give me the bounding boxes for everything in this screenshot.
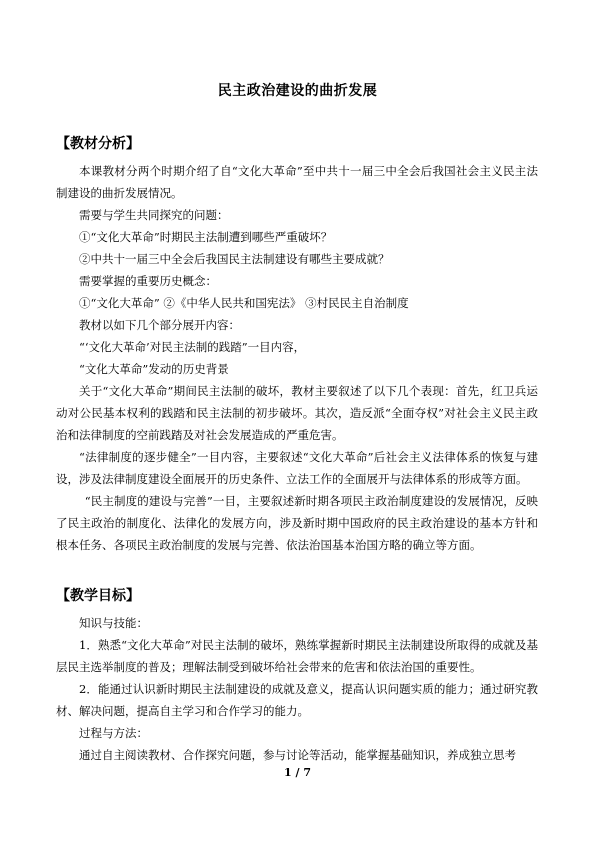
section-heading-analysis: 【教材分析】 bbox=[56, 136, 140, 152]
paragraph: 知识与技能： bbox=[79, 616, 148, 630]
section-heading-objectives: 【教学目标】 bbox=[56, 588, 140, 604]
paragraph: 需要与学生共同探究的问题： bbox=[79, 208, 229, 222]
section-body-analysis bbox=[56, 160, 538, 556]
page-number: 1 / 7 bbox=[284, 766, 311, 779]
paragraph: 本课教材分两个时期介绍了自“文化大革命”至中共十一届三中全会后我国社会主义民主法制建设的曲折发展情况。 bbox=[56, 164, 538, 200]
paragraph: ①“文化大革命” ②《中华人民共和国宪法》 ③村民民主自治制度 bbox=[79, 296, 409, 310]
page-title: 民主政治建设的曲折发展 bbox=[217, 83, 378, 99]
paragraph: 过程与方法： bbox=[79, 726, 148, 740]
paragraph: 关于“文化大革命”期间民主法制的破坏，教材主要叙述了以下几个表现：首先，红卫兵运动对公民基本权利的践踏和民主法制的初步破坏。其次，造反派“全面夺权”对社会主义民主政治和法律制度的空前践踏及对社会发展造成的严重危害。 bbox=[56, 384, 538, 442]
paragraph: “文化大革命”发动的历史背景 bbox=[79, 362, 229, 376]
paragraph: 需要掌握的重要历史概念： bbox=[79, 274, 217, 288]
paragraph: 2．能通过认识新时期民主法制建设的成就及意义，提高认识问题实质的能力；通过研究教材、解决问题，提高自主学习和合作学习的能力。 bbox=[56, 682, 538, 718]
paragraph: “‘文化大革命’对民主法制的践踏”一目内容， bbox=[79, 340, 306, 354]
paragraph: “民主制度的建设与完善”一目，主要叙述新时期各项民主政治制度建设的发展情况，反映了民主政治的制度化、法律化的发展方向，涉及新时期中国政府的民主政治建设的基本方针和根本任务、各项民主政治制度的发展与完善、依法治国基本治国方略的确立等方面。 bbox=[56, 494, 538, 552]
paragraph: 1．熟悉“文化大革命”对民主法制的破坏，熟练掌握新时期民主法制建设所取得的成就及基层民主选举制度的普及；理解法制受到破坏给社会带来的危害和依法治国的重要性。 bbox=[56, 638, 538, 674]
section-body-objectives bbox=[56, 612, 538, 766]
paragraph: “法律制度的逐步健全”一目内容，主要叙述“文化大革命”后社会主义法律体系的恢复与建设，涉及法律制度建设全面展开的历史条件、立法工作的全面展开与法律体系的形成等方面。 bbox=[56, 450, 538, 486]
paragraph: 通过自主阅读教材、合作探究问题，参与讨论等活动，能掌握基础知识，养成独立思考 bbox=[79, 748, 516, 762]
paragraph: ②中共十一届三中全会后我国民主法制建设有哪些主要成就？ bbox=[79, 252, 390, 266]
paragraph: 教材以如下几个部分展开内容： bbox=[79, 318, 240, 332]
paragraph: ①“文化大革命”时期民主法制遭到哪些严重破坏？ bbox=[79, 230, 333, 244]
